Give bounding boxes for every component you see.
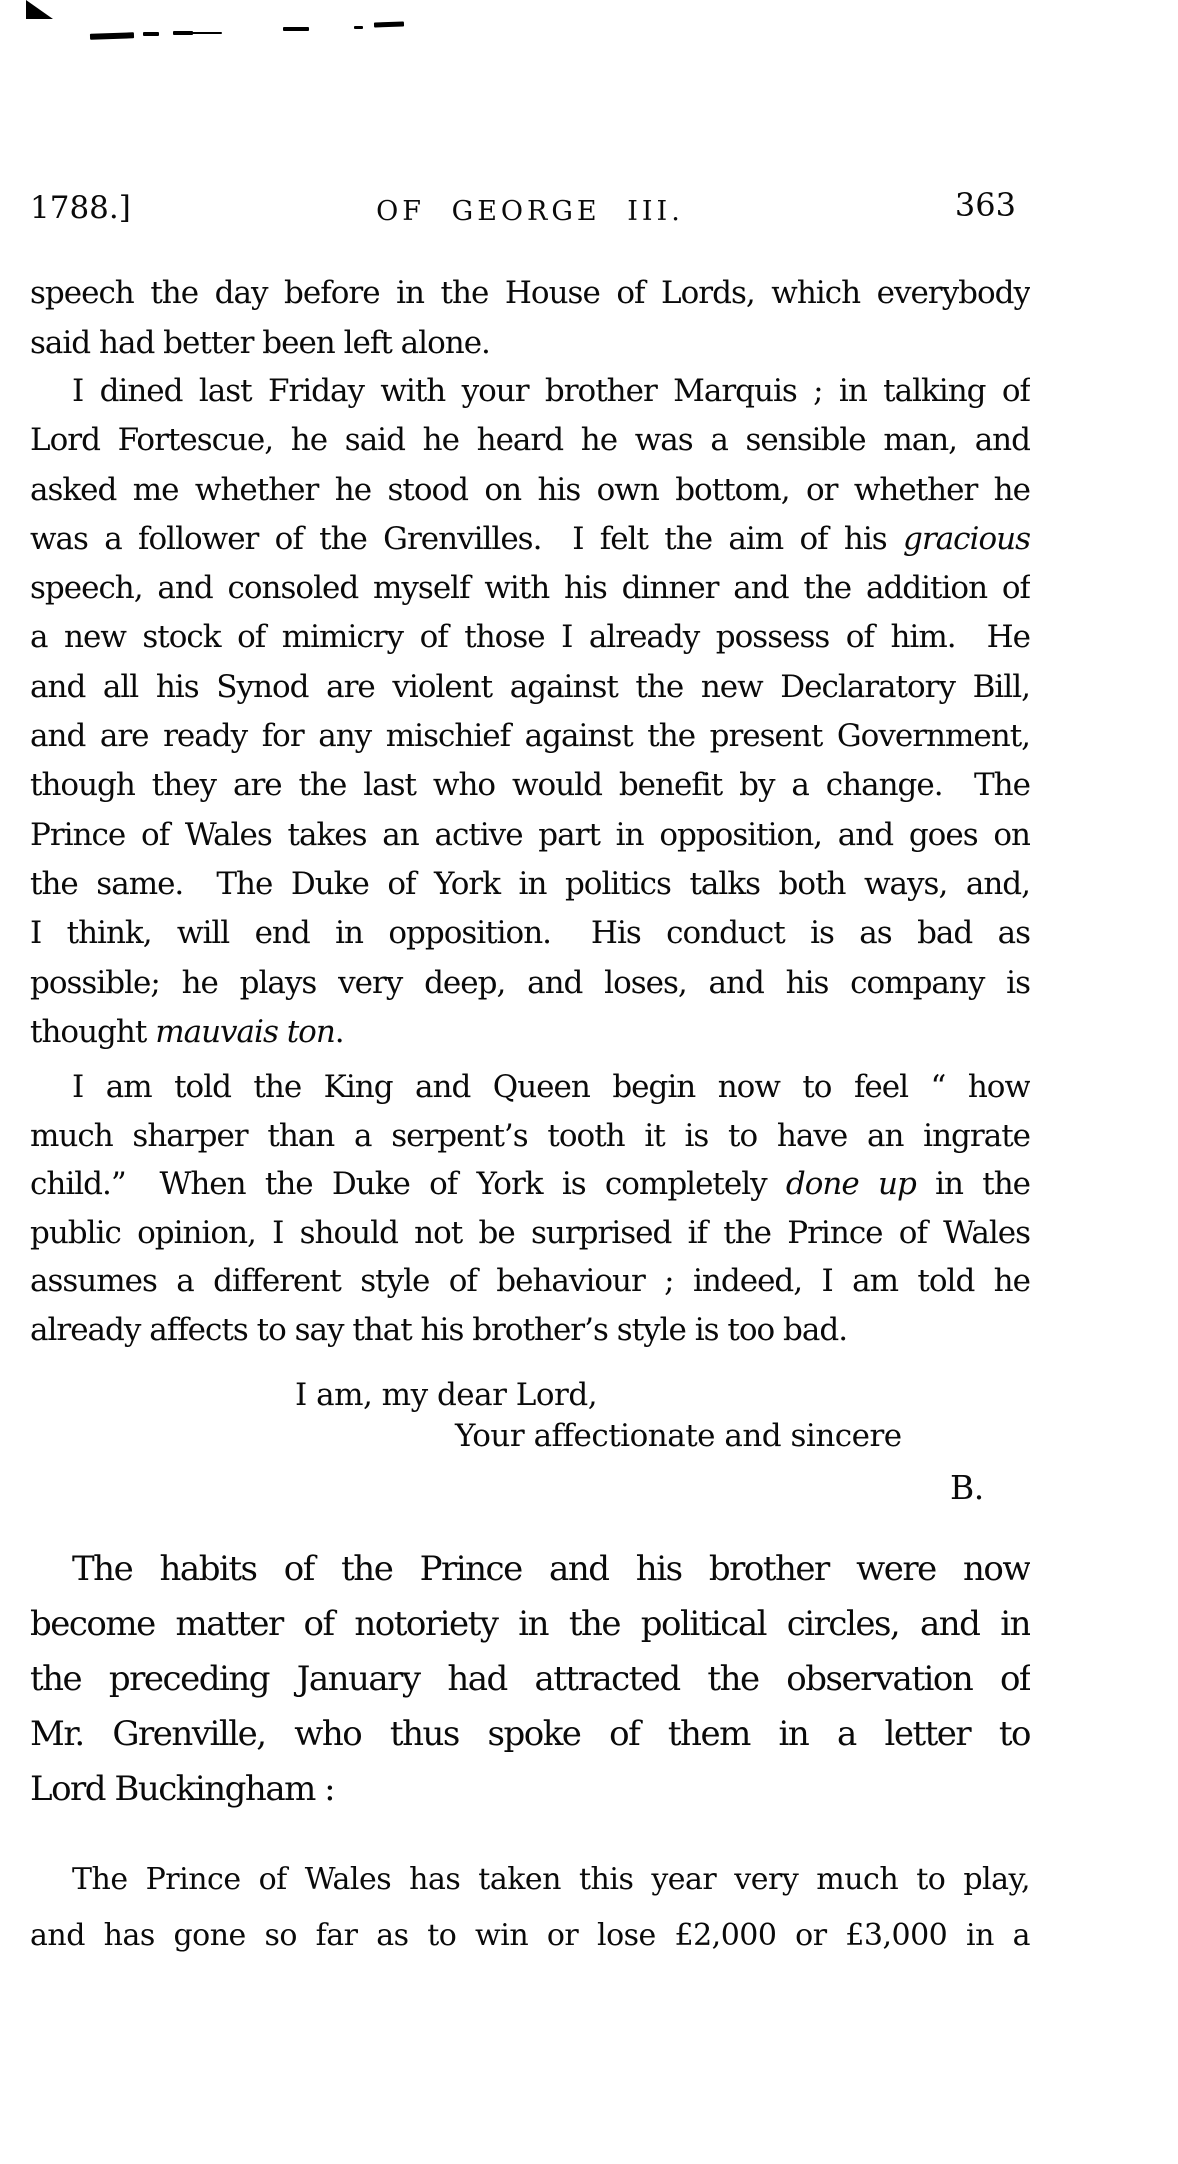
text-line: Mr. Grenville, who thus spoke of them in a letter to xyxy=(30,1714,1030,1754)
text-line: asked me whether he stood on his own bottom, or whether he xyxy=(30,471,1030,508)
text-line: and has gone so far as to win or lose £2,000 or £3,000 in a xyxy=(30,1918,1030,1953)
letter-paragraph-king-queen xyxy=(30,1063,1030,1355)
scan-corner-mark-icon xyxy=(26,0,53,19)
text-line: become matter of notoriety in the political circles, and in xyxy=(30,1604,1030,1644)
scan-dash-icon xyxy=(374,21,404,27)
text-line: assumes a different style of behaviour ; indeed, I am told he xyxy=(30,1263,1030,1300)
closing-signature: B. xyxy=(950,1468,984,1507)
scan-dash-icon xyxy=(283,27,309,31)
text-line: was a follower of the Grenvilles. I felt the aim of his gracious xyxy=(30,520,1030,557)
text-line: and are ready for any mischief against the present Government, xyxy=(30,718,1030,755)
text-line: a new stock of mimicry of those I already possess of him. He xyxy=(30,619,1030,656)
text-line: thought mauvais ton. xyxy=(30,1013,344,1050)
closing-valediction: Your affectionate and sincere xyxy=(455,1418,902,1454)
text-line: speech the day before in the House of Lords, which everybody xyxy=(30,275,1030,311)
scan-dash-icon xyxy=(354,26,363,29)
text-line: I am told the King and Queen begin now to feel “ how xyxy=(72,1069,1030,1105)
text-line: I dined last Friday with your brother Marquis ; in talking of xyxy=(72,373,1030,409)
text-line: The habits of the Prince and his brother were now xyxy=(72,1549,1030,1589)
text-line: said had better been left alone. xyxy=(30,325,490,361)
letter-paragraph-dined-friday xyxy=(30,367,1030,1057)
text-line: I think, will end in opposition. His conduct is as bad as xyxy=(30,915,1030,952)
text-line: child.” When the Duke of York is completely done up in the xyxy=(30,1166,1030,1203)
text-line: already affects to say that his brother’s style is too bad. xyxy=(30,1311,848,1348)
scan-dash-icon xyxy=(173,31,193,35)
scan-dash-icon xyxy=(191,32,222,34)
narrative-paragraph xyxy=(30,1542,1030,1817)
text-line: the same. The Duke of York in politics talks both ways, and, xyxy=(30,865,1030,902)
letter-paragraph-continuation xyxy=(30,268,1030,368)
text-line: Lord Fortescue, he said he heard he was a sensible man, and xyxy=(30,422,1030,459)
header-running-title: OF GEORGE III. xyxy=(376,196,684,227)
text-line: public opinion, I should not be surprised if the Prince of Wales xyxy=(30,1214,1030,1251)
text-line: and all his Synod are violent against the new Declaratory Bill, xyxy=(30,668,1030,705)
text-line: the preceding January had attracted the observation of xyxy=(30,1659,1030,1699)
text-line: speech, and consoled myself with his dinner and the addition of xyxy=(30,570,1030,607)
header-page-number: 363 xyxy=(954,186,1016,224)
text-line: though they are the last who would benefit by a change. The xyxy=(30,767,1030,804)
text-line: Prince of Wales takes an active part in opposition, and goes on xyxy=(30,816,1030,853)
scan-dash-icon xyxy=(90,32,134,40)
text-line: Lord Buckingham : xyxy=(30,1769,335,1809)
quoted-letter-paragraph xyxy=(30,1852,1030,1964)
closing-salutation: I am, my dear Lord, xyxy=(295,1377,598,1413)
text-line: The Prince of Wales has taken this year very much to play, xyxy=(72,1862,1030,1897)
scan-dash-icon xyxy=(143,32,159,36)
text-line: much sharper than a serpent’s tooth it is to have an ingrate xyxy=(30,1117,1030,1154)
text-line: possible; he plays very deep, and loses, and his company is xyxy=(30,964,1030,1001)
header-year-label: 1788.] xyxy=(30,190,131,226)
